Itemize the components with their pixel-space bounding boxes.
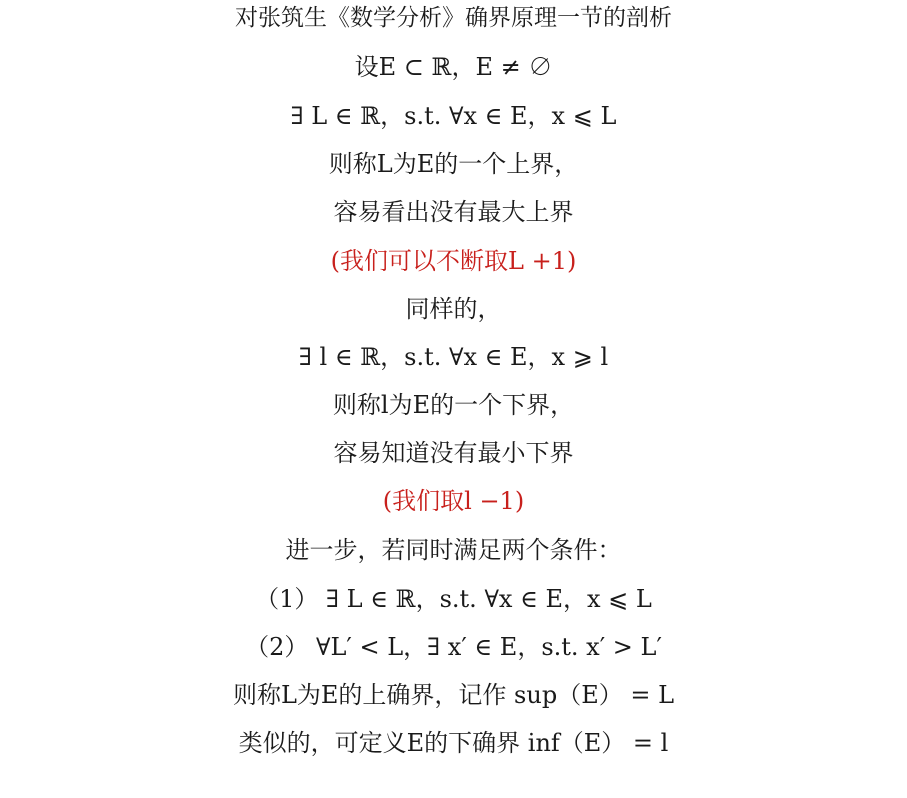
upper-bound-condition: ∃ L ∈ ℝ，s.t. ∀x ∈ E，x ⩽ L (290, 102, 617, 130)
similarly-line: 同样的， (405, 295, 502, 323)
upper-bound-definition: 则称L为E的一个上界， (328, 150, 579, 178)
condition-two: （2） ∀L′ < L，∃ x′ ∈ E，s.t. x′ > L′ (245, 633, 662, 661)
condition-one: （1） ∃ L ∈ ℝ，s.t. ∀x ∈ E，x ⩽ L (255, 585, 652, 613)
supremum-definition: 则称L为E的上确界，记作 sup（E） = L (232, 681, 675, 709)
lower-bound-condition: ∃ l ∈ ℝ，s.t. ∀x ∈ E，x ⩾ l (298, 343, 609, 371)
document-title: 对张筑生《数学分析》确界原理一节的剖析 (235, 5, 672, 31)
upper-bound-remark: (我们可以不断取L +1) (330, 247, 577, 275)
no-min-lower-bound-note: 容易知道没有最小下界 (333, 439, 574, 467)
set-definition-line: 设E ⊂ ℝ，E ≠ ∅ (354, 53, 553, 81)
further-conditions-intro: 进一步，若同时满足两个条件： (285, 536, 622, 564)
lower-bound-definition: 则称l为E的一个下界， (332, 391, 575, 419)
no-max-upper-bound-note: 容易看出没有最大上界 (333, 198, 574, 226)
infimum-definition: 类似的，可定义E的下确界 inf（E） = l (238, 729, 669, 757)
lower-bound-remark: (我们取l −1) (382, 487, 525, 515)
